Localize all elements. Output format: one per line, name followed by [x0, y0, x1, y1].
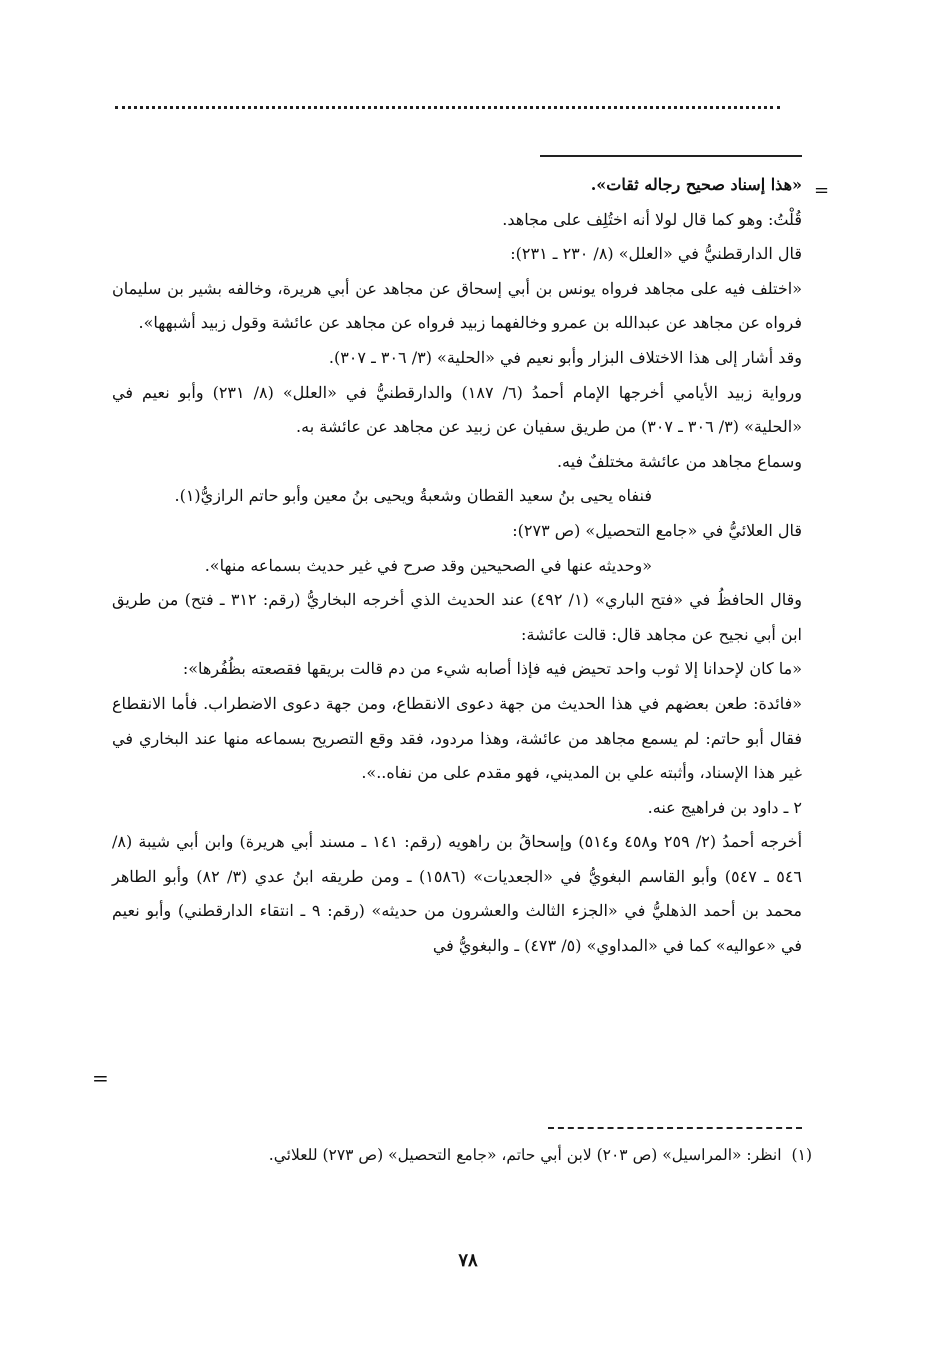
footnote-item	[130, 1138, 812, 1172]
text-line: «هذا إسناد صحيح رجاله ثقات».	[590, 175, 802, 194]
continuation-rule	[540, 155, 802, 157]
text-line: وقد أشار إلى هذا الاختلاف البزار وأبو نعيم في «الحلية» (٣/ ٣٠٦ ـ ٣٠٧).	[328, 347, 802, 367]
text-line: قُلْتُ: وهو كما قال لولا أنه اختُلِف على مجاهد.	[502, 209, 802, 229]
text-paragraph: وقال الحافظُ في «فتح الباري» (١/ ٤٩٢) عند الحديث الذي أخرجه البخاريُّ (رقم: ٣١٢ ـ فتح) من طريق ابن أبي نجيح عن مجاهد قال: قالت عائشة:	[112, 590, 802, 644]
continuation-marker-top: =	[814, 180, 830, 201]
footnote-separator	[548, 1127, 802, 1129]
text-paragraph: ورواية زبيد الأيامي أخرجها الإمام أحمدُ (٦/ ١٨٧) والدارقطنيُّ في «العلل» (٨/ ٢٣١) وأبو نعيم في «الحلية» (٣/ ٣٠٦ ـ ٣٠٧) من طريق سفيان عن زبيد عن مجاهد عن عائشة به.	[112, 382, 802, 437]
header-dotted-rule	[115, 92, 780, 109]
text-line: قال العلائيُّ في «جامع التحصيل» (ص ٢٧٣):	[512, 520, 802, 540]
text-line: «وحديثه عنها في الصحيحين وقد صرح في غير حديث بسماعه منها».	[204, 555, 652, 575]
main-text	[112, 168, 802, 964]
continuation-marker-bottom: =	[92, 1066, 109, 1090]
text-line: وسماع مجاهد من عائشة مختلفٌ فيه.	[556, 451, 802, 471]
text-paragraph: أخرجه أحمدُ (٢/ ٢٥٩ و٤٥٨ و٥١٤) وإسحاقُ بن راهويه (رقم: ١٤١ ـ مسند أبي هريرة) وابن أبي شيبة (٨/ ٥٤٦ ـ ٥٤٧) وأبو القاسم البغويُّ في «الجعديات» (١٥٨٦) ـ ومن طريقه ابنُ عدي (٣/ ٨٢) وأبو الطاهر محمد بن أحمد الذهليُّ في «الجزء الثالث والعشرون من حديثه» (رقم: ٩ ـ انتقاء الدارقطني) وأبو نعيم في «عواليه» كما في «المداوي» (٥/ ٤٧٣) ـ والبغويُّ في	[112, 832, 803, 956]
text-line: قال الدارقطنيُّ في «العلل» (٨/ ٢٣٠ ـ ٢٣١):	[510, 244, 802, 264]
text-paragraph: «فائدة: طعن بعضهم في هذا الحديث من جهة دعوى الانقطاع، ومن جهة دعوى الاضطراب. فأما الانقطاع فقال أبو حاتم: لم يسمع مجاهد من عائشة، وهذا مردود، فقد وقع التصريح بسماعه منها عند البخاري في غير هذا الإسناد، وأثبته علي بن المديني، فهو مقدم على من نفاه..».	[112, 693, 803, 783]
footnote	[130, 1138, 812, 1172]
footnote-number: (١)	[791, 1146, 812, 1164]
text-line: فنفاه يحيى بنُ سعيد القطان وشعبةُ ويحيى بنُ معين وأبو حاتم الرازيُّ(١).	[174, 486, 652, 506]
page-number: ٧٨	[458, 1250, 478, 1271]
footnote-text: انظر: «المراسيل» (ص ٢٠٣) لابن أبي حاتم، «جامع التحصيل» (ص ٢٧٣) للعلائي.	[268, 1146, 782, 1164]
text-paragraph: «اختلف فيه على مجاهد فرواه يونس بن أبي إسحاق عن مجاهد عن أبي هريرة، وخالفه بشير بن سليمان فرواه عن مجاهد عن عبدالله بن عمرو وخالفهما زبيد فرواه عن مجاهد عن عائشة وقول زبيد أشبهها».	[112, 278, 803, 333]
text-line: ٢ ـ داود بن فراهيج عنه.	[647, 797, 802, 817]
text-paragraph: «ما كان لإحدانا إلا ثوب واحد تحيض فيه فإذا أصابه شيء من دم قالت بريقها فقصعته بظُفُرها»:	[182, 659, 802, 679]
